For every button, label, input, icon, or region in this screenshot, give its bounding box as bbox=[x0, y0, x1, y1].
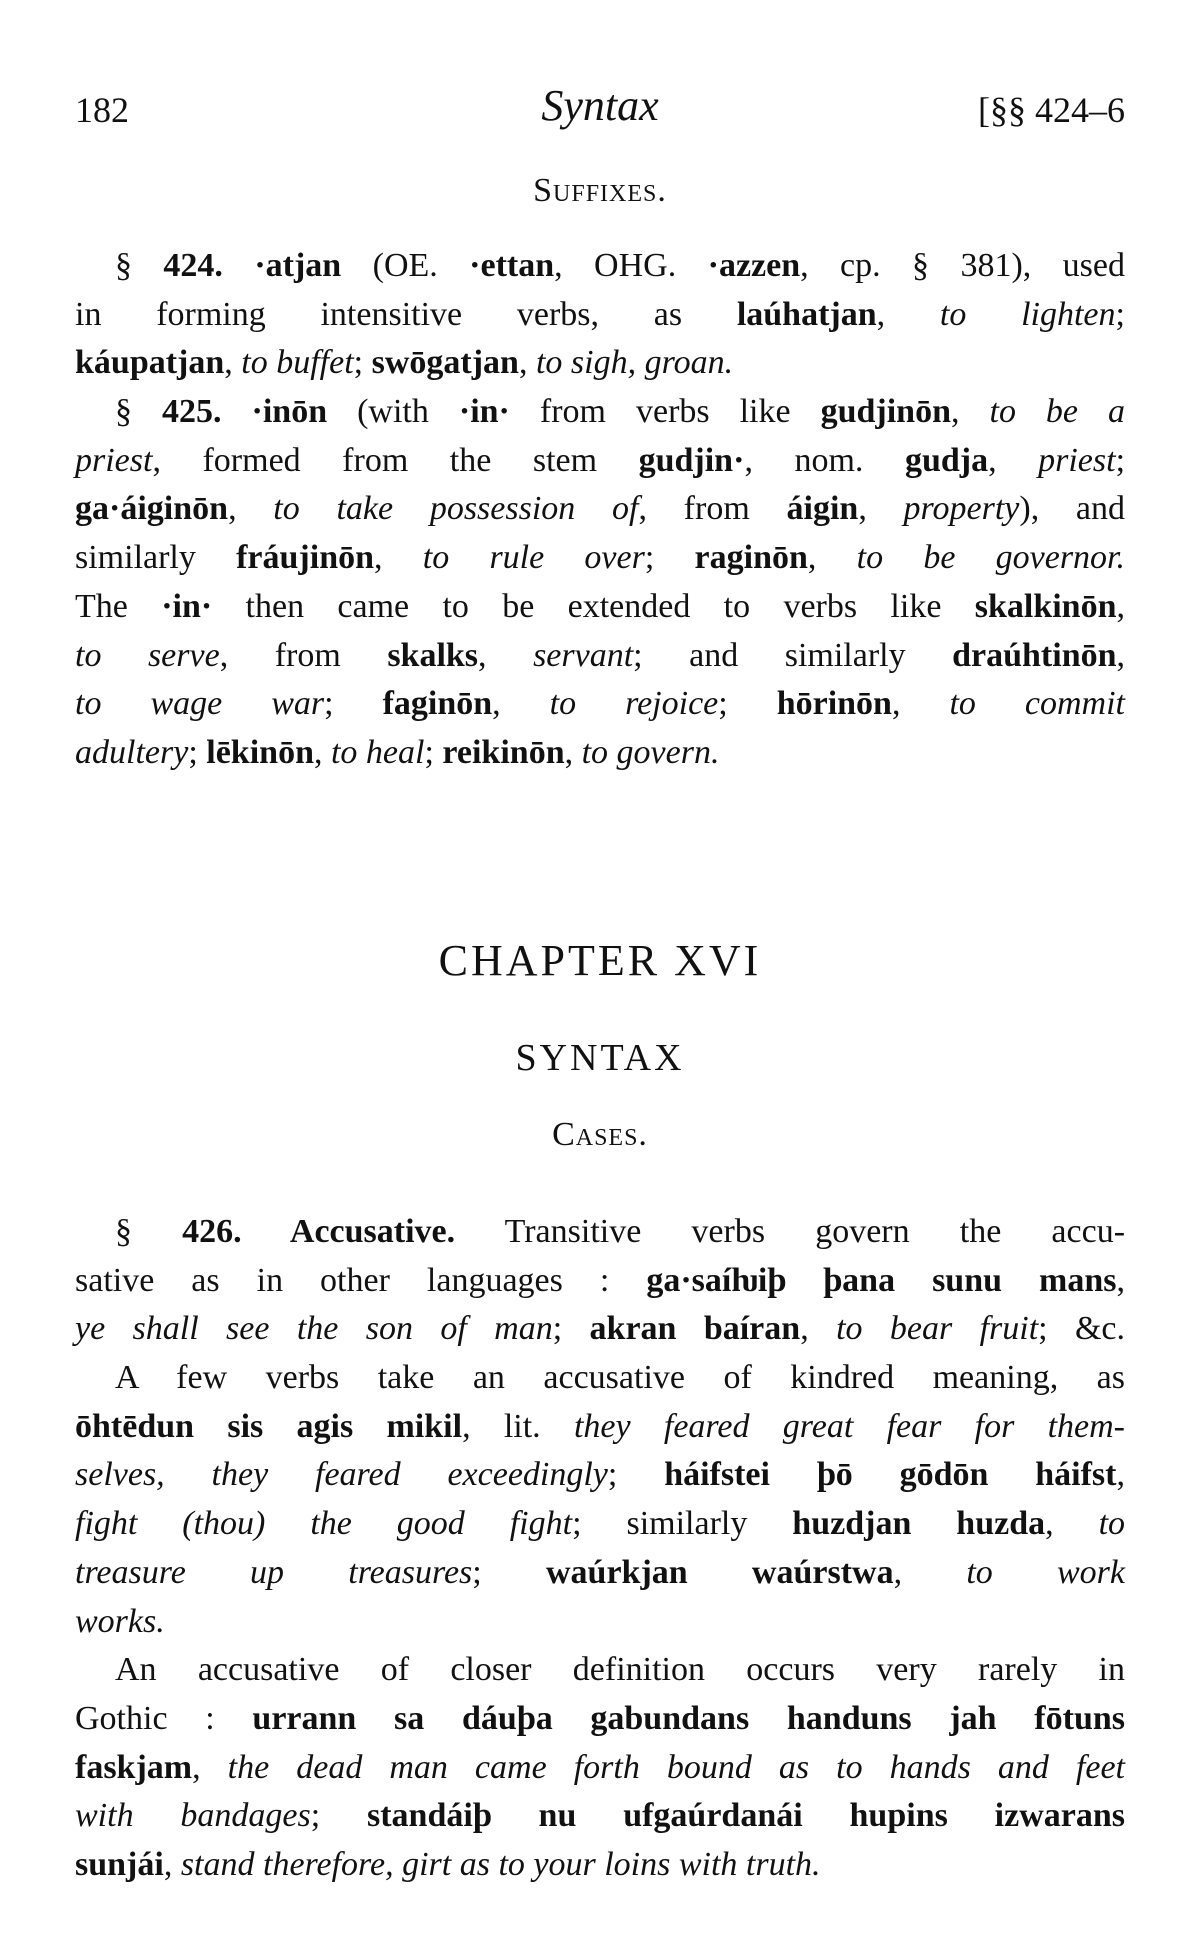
gothic-term: skalks bbox=[387, 636, 479, 674]
text-line bbox=[75, 242, 1125, 291]
text-run: ; bbox=[324, 685, 383, 723]
text-run: ; bbox=[310, 1797, 367, 1835]
translation: treasure up treasures bbox=[75, 1553, 473, 1591]
text-run: ; bbox=[552, 1310, 590, 1348]
text-line bbox=[75, 291, 1125, 340]
translation: to heal bbox=[330, 733, 425, 771]
gothic-term: urrann sa dáuþa gabundans handuns jah fōtuns bbox=[252, 1699, 1125, 1737]
text-run: , bbox=[951, 393, 990, 431]
text-run: , formed from the stem bbox=[152, 441, 639, 479]
chapter-title: SYNTAX bbox=[515, 1037, 685, 1079]
translation: the dead man came forth bound as to hands and feet bbox=[227, 1748, 1126, 1786]
translation: servant bbox=[533, 636, 634, 674]
text-line bbox=[75, 1257, 1125, 1306]
translation: to sigh, groan. bbox=[535, 344, 734, 382]
translation: priest bbox=[75, 441, 153, 479]
text-line bbox=[75, 1695, 1125, 1744]
text-run: , bbox=[492, 685, 550, 723]
translation: property bbox=[903, 490, 1020, 528]
text-line bbox=[75, 1744, 1125, 1793]
text-run: then came to be extended to verbs like bbox=[212, 587, 975, 625]
translation: to work bbox=[966, 1553, 1125, 1591]
text-run: , bbox=[313, 733, 331, 771]
translation: adultery bbox=[75, 733, 189, 771]
gothic-term: ·ettan bbox=[469, 247, 555, 284]
gothic-term: ·inōn bbox=[251, 393, 328, 431]
text-run: , bbox=[893, 1553, 967, 1591]
translation: to rejoice bbox=[549, 685, 719, 723]
translation: to wage war bbox=[75, 685, 325, 723]
text-run: , from bbox=[219, 636, 388, 674]
text-line bbox=[75, 583, 1125, 632]
translation: to take possession of bbox=[273, 490, 639, 528]
text-line bbox=[75, 1549, 1125, 1598]
translation: fight (thou) the good fight bbox=[75, 1505, 573, 1543]
text-run: , bbox=[518, 344, 536, 382]
gothic-term: ·in· bbox=[458, 393, 510, 431]
text-line bbox=[75, 437, 1125, 486]
text-run: ; bbox=[188, 733, 207, 771]
text-run: ; bbox=[424, 733, 443, 771]
gothic-term: ·azzen bbox=[707, 247, 801, 284]
suffixes-paragraphs bbox=[75, 242, 1125, 778]
text-line bbox=[75, 632, 1125, 681]
text-run: The bbox=[75, 587, 162, 625]
text-run: , bbox=[1116, 1261, 1125, 1299]
text-run: , bbox=[807, 539, 857, 577]
text-line bbox=[75, 1841, 1125, 1890]
text-run: , bbox=[891, 685, 950, 723]
text-run: , bbox=[478, 636, 534, 674]
gothic-term: waúrkjan waúrstwa bbox=[545, 1553, 894, 1591]
text-line bbox=[75, 1646, 1125, 1695]
text-run: , OHG. bbox=[554, 247, 708, 284]
text-run: , lit. bbox=[462, 1407, 574, 1445]
translation: selves, they feared exceedingly bbox=[75, 1456, 608, 1494]
gothic-term: akran baíran bbox=[589, 1310, 801, 1348]
text-run: An accusative of closer definition occurs very rarely in bbox=[115, 1651, 1125, 1689]
text-run: (OE. bbox=[341, 247, 470, 284]
gothic-term: ga·saíƕiþ þana sunu mans bbox=[646, 1261, 1117, 1299]
text-run: ; bbox=[607, 1456, 665, 1494]
text-run: ; bbox=[718, 685, 777, 723]
translation: ye shall see the son of man bbox=[75, 1310, 553, 1348]
gothic-term: 424. bbox=[163, 247, 223, 284]
gothic-term: fráujinōn bbox=[236, 539, 375, 577]
text-run: ; &c. bbox=[1038, 1310, 1126, 1348]
heading-cases: Cases. bbox=[552, 1116, 648, 1153]
text-run bbox=[222, 393, 252, 430]
text-run: § bbox=[115, 247, 164, 284]
text-run: from verbs like bbox=[509, 393, 821, 431]
gothic-term: standáiþ nu ufgaúrdanái hupins izwarans bbox=[367, 1797, 1125, 1835]
gothic-term: sunjái bbox=[75, 1845, 164, 1883]
text-run bbox=[223, 247, 254, 284]
chapter-heading: CHAPTER XVI bbox=[438, 936, 762, 985]
text-run: , bbox=[1116, 1456, 1125, 1494]
text-run: , bbox=[192, 1748, 228, 1786]
gothic-term: swōgatjan bbox=[371, 344, 519, 382]
gothic-term: faginōn bbox=[382, 685, 493, 723]
translation: with bandages bbox=[75, 1797, 311, 1835]
translation: priest bbox=[1038, 441, 1116, 479]
text-run: , bbox=[876, 295, 940, 333]
translation: to buffet bbox=[241, 344, 354, 382]
gothic-term: gudjin· bbox=[638, 441, 745, 479]
gothic-term: faskjam bbox=[75, 1748, 193, 1786]
text-run: , bbox=[1116, 636, 1126, 674]
gothic-term: áigin bbox=[786, 490, 859, 528]
text-run: , bbox=[988, 441, 1039, 479]
text-run: , bbox=[564, 733, 582, 771]
text-run: , nom. bbox=[744, 441, 905, 479]
text-run: ; bbox=[1115, 295, 1125, 333]
heading-suffixes: Suffixes. bbox=[533, 172, 667, 209]
gothic-term: káupatjan bbox=[75, 344, 225, 382]
text-run: Transitive verbs govern the accu- bbox=[455, 1213, 1126, 1250]
gothic-term: laúhatjan bbox=[736, 295, 877, 333]
text-line bbox=[75, 485, 1125, 534]
text-line bbox=[75, 1500, 1125, 1549]
translation: to be a bbox=[989, 393, 1126, 431]
section-reference: [§§ 424–6 bbox=[978, 90, 1125, 130]
text-run: , bbox=[858, 490, 904, 528]
text-run: ; and similarly bbox=[633, 636, 953, 674]
text-run: , bbox=[374, 539, 423, 577]
gothic-term: ·atjan bbox=[254, 247, 342, 284]
text-run: ; bbox=[353, 344, 372, 382]
translation: to be governor. bbox=[856, 539, 1126, 577]
text-run: Gothic : bbox=[75, 1699, 253, 1737]
text-run: , bbox=[228, 490, 274, 528]
text-run: , bbox=[163, 1845, 181, 1883]
translation: to bbox=[1098, 1505, 1126, 1543]
gothic-term: ga·áiginōn bbox=[75, 490, 229, 528]
gothic-term: háifstei þō gōdōn háifst bbox=[664, 1456, 1117, 1494]
text-run: ; bbox=[644, 539, 695, 577]
text-line bbox=[75, 1792, 1125, 1841]
text-line bbox=[75, 1403, 1125, 1452]
gothic-term: 426. Accusative. bbox=[182, 1213, 456, 1250]
text-run: § bbox=[115, 1213, 183, 1250]
text-run: similarly bbox=[75, 539, 237, 577]
translation: works. bbox=[75, 1602, 165, 1640]
text-run: ; bbox=[472, 1553, 546, 1591]
translation: to bear fruit bbox=[836, 1310, 1039, 1348]
text-run: , cp. § 381), used bbox=[800, 247, 1125, 284]
translation: they feared great fear for them- bbox=[573, 1407, 1125, 1445]
text-run: , from bbox=[638, 490, 787, 528]
gothic-term: reikinōn bbox=[442, 733, 565, 771]
text-line bbox=[75, 680, 1125, 729]
accusative-paragraphs bbox=[75, 1208, 1125, 1890]
text-line bbox=[75, 1354, 1125, 1403]
text-line bbox=[75, 534, 1125, 583]
text-run: ), and bbox=[1019, 490, 1126, 528]
text-line bbox=[75, 1305, 1125, 1354]
text-run: sative as in other languages : bbox=[75, 1261, 647, 1299]
gothic-term: huzdjan huzda bbox=[792, 1505, 1046, 1543]
text-run: ; bbox=[1115, 441, 1126, 479]
text-line bbox=[75, 729, 1125, 778]
text-run: , bbox=[224, 344, 242, 382]
text-run: A few verbs take an accusative of kindred meaning, as bbox=[115, 1359, 1125, 1397]
text-line bbox=[75, 339, 1125, 388]
translation: to commit bbox=[949, 685, 1126, 723]
translation: to lighten bbox=[939, 295, 1116, 333]
gothic-term: gudjinōn bbox=[820, 393, 951, 431]
text-line bbox=[75, 388, 1125, 437]
gothic-term: skalkinōn bbox=[974, 587, 1117, 625]
text-line bbox=[75, 1451, 1125, 1500]
gothic-term: ōhtēdun sis agis mikil bbox=[75, 1407, 463, 1445]
gothic-term: gudja bbox=[904, 441, 989, 479]
text-run: in forming intensitive verbs, as bbox=[75, 295, 737, 333]
page-number: 182 bbox=[75, 90, 129, 130]
text-run: § bbox=[115, 393, 162, 431]
running-title: Syntax bbox=[541, 81, 659, 130]
translation: stand therefore, girt as to your loins with truth. bbox=[180, 1845, 821, 1883]
text-run: , bbox=[1116, 587, 1125, 625]
gothic-term: hōrinōn bbox=[776, 685, 892, 723]
gothic-term: lēkinōn bbox=[206, 733, 314, 771]
gothic-term: draúhtinōn bbox=[952, 636, 1117, 674]
translation: to rule over bbox=[422, 539, 645, 577]
text-run: , bbox=[1045, 1505, 1099, 1543]
translation: to serve bbox=[75, 636, 220, 674]
gothic-term: ·in· bbox=[161, 587, 213, 625]
gothic-term: 425. bbox=[162, 393, 222, 431]
translation: to govern. bbox=[581, 733, 720, 771]
text-line bbox=[75, 1598, 1125, 1647]
text-run: (with bbox=[327, 393, 459, 431]
text-run: ; similarly bbox=[572, 1505, 793, 1543]
gothic-term: raginōn bbox=[694, 539, 808, 577]
text-line bbox=[75, 1208, 1125, 1257]
text-run: , bbox=[800, 1310, 837, 1348]
